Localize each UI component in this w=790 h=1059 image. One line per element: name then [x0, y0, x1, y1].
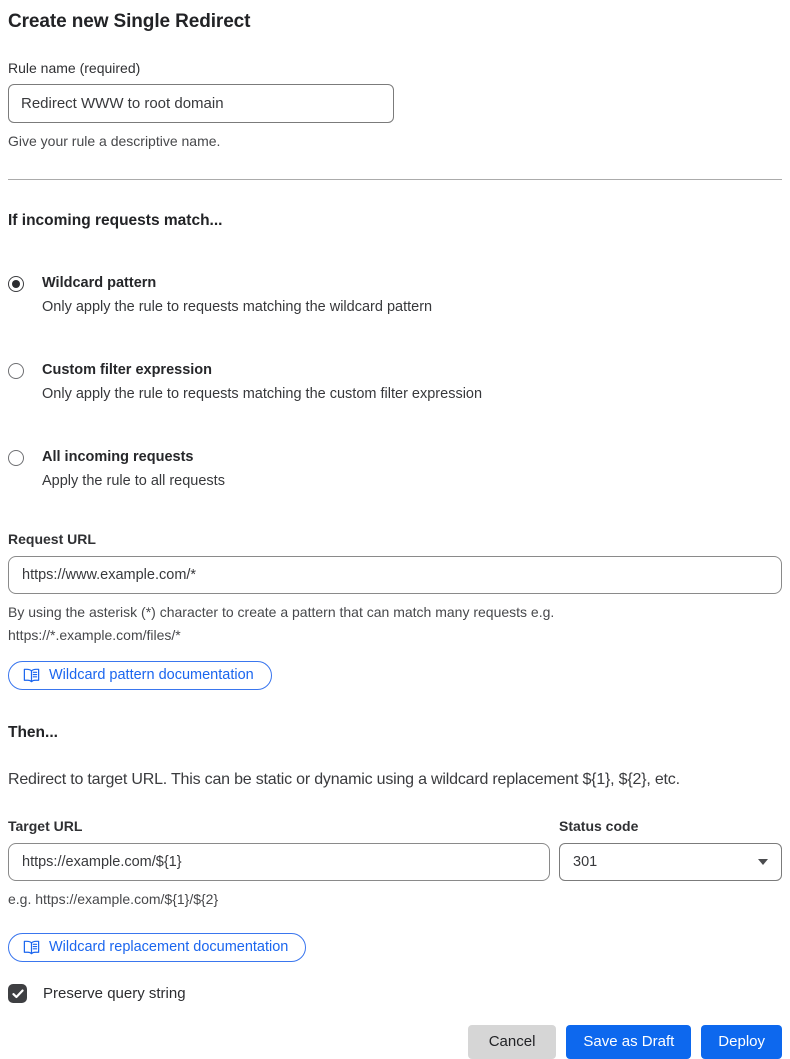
wildcard-replacement-docs-button[interactable]: [8, 933, 306, 962]
radio-option-all-requests[interactable]: [8, 447, 782, 491]
form-actions: [8, 1025, 782, 1059]
request-url-helper-line2: https://*.example.com/files/*: [8, 627, 181, 643]
chevron-down-icon: [758, 859, 768, 865]
deploy-button[interactable]: Deploy: [701, 1025, 782, 1059]
page-title: Create new Single Redirect: [8, 11, 251, 32]
request-url-label: Request URL: [8, 531, 96, 547]
section-divider: [8, 179, 782, 180]
radio-button-icon[interactable]: [8, 450, 24, 466]
wildcard-pattern-docs-label: Wildcard pattern documentation: [49, 667, 254, 683]
radio-option-label: All incoming requests: [42, 449, 194, 465]
rule-name-helper: Give your rule a descriptive name.: [8, 133, 221, 149]
radio-option-wildcard-pattern[interactable]: [8, 273, 782, 317]
preserve-query-string-label: Preserve query string: [43, 985, 186, 1002]
checkmark-icon: [12, 989, 24, 999]
cancel-button[interactable]: Cancel: [468, 1025, 557, 1059]
target-url-label: Target URL: [8, 818, 83, 834]
rule-name-label: Rule name (required): [8, 60, 141, 76]
save-as-draft-button[interactable]: Save as Draft: [566, 1025, 691, 1059]
preserve-query-string-checkbox[interactable]: [8, 984, 27, 1003]
open-book-icon: [23, 668, 40, 683]
target-url-helper: e.g. https://example.com/${1}/${2}: [8, 891, 219, 907]
then-section-heading: Then...: [8, 724, 58, 741]
request-url-helper-line1: By using the asterisk (*) character to create a pattern that can match many requests e.g.: [8, 604, 555, 620]
preserve-query-string-row: [8, 984, 782, 1003]
rule-name-input[interactable]: [8, 84, 394, 123]
status-code-label: Status code: [559, 818, 639, 834]
request-url-input[interactable]: [8, 556, 782, 594]
target-url-input[interactable]: [8, 843, 550, 881]
request-url-helper: [8, 601, 782, 647]
wildcard-replacement-docs-label: Wildcard replacement documentation: [49, 939, 289, 955]
open-book-icon: [23, 940, 40, 955]
radio-option-description: Apply the rule to all requests: [42, 473, 225, 489]
radio-option-description: Only apply the rule to requests matching the wildcard pattern: [42, 299, 433, 315]
then-section-description: Redirect to target URL. This can be static or dynamic using a wildcard replacement ${1}, ${2}, etc.: [8, 771, 680, 788]
radio-button-icon[interactable]: [8, 276, 24, 292]
status-code-value: 301: [573, 854, 598, 870]
status-code-select[interactable]: [559, 843, 782, 881]
wildcard-pattern-docs-button[interactable]: [8, 661, 272, 690]
radio-option-label: Custom filter expression: [42, 362, 213, 378]
radio-option-label: Wildcard pattern: [42, 275, 157, 291]
radio-button-icon[interactable]: [8, 363, 24, 379]
radio-option-description: Only apply the rule to requests matching the custom filter expression: [42, 386, 483, 402]
radio-option-custom-filter[interactable]: [8, 360, 782, 404]
target-status-row: [8, 818, 782, 881]
match-section-heading: If incoming requests match...: [8, 212, 223, 229]
